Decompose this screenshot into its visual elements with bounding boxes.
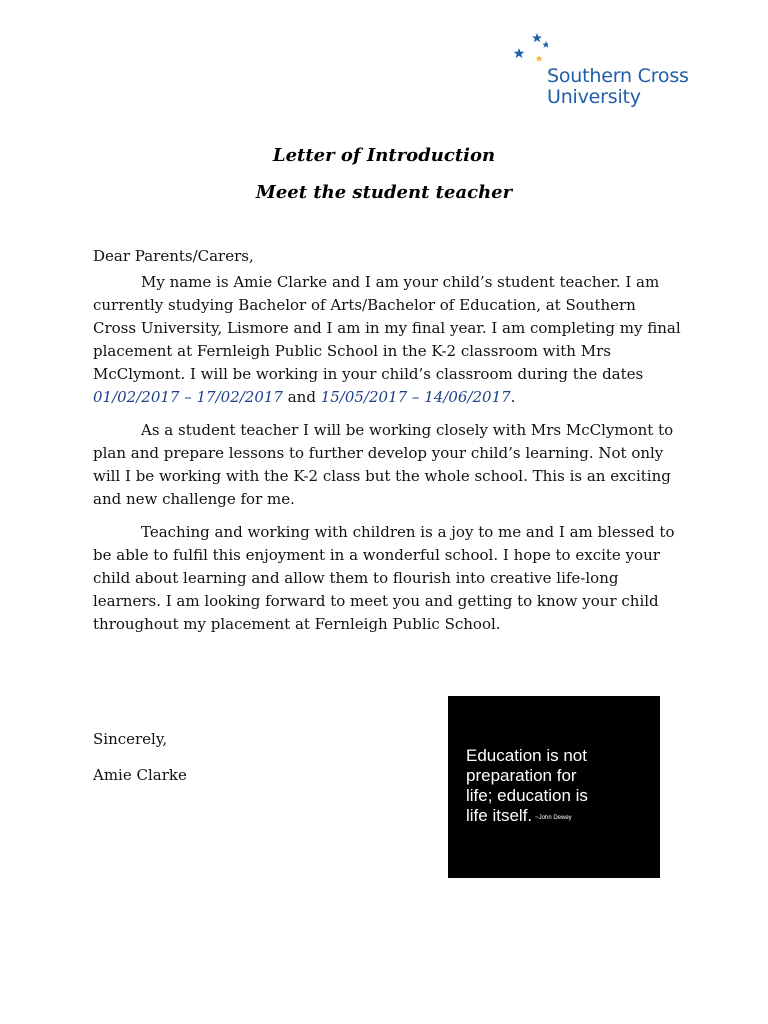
accent-star-icon bbox=[535, 55, 543, 62]
quote-line-1: Education is not bbox=[466, 746, 587, 765]
star-icon bbox=[532, 33, 542, 42]
star-cluster-icon bbox=[508, 32, 548, 72]
logo-line-1: Southern Cross bbox=[547, 65, 689, 87]
signoff: Sincerely, bbox=[93, 730, 168, 748]
quote-line-4 bbox=[466, 806, 656, 826]
paragraph-1 bbox=[93, 271, 683, 409]
greeting: Dear Parents/Carers, bbox=[93, 247, 254, 265]
university-logo bbox=[508, 32, 738, 118]
quote-text bbox=[466, 746, 656, 826]
quote-author: ~John Dewey bbox=[535, 815, 572, 821]
date-connector: and bbox=[282, 388, 321, 406]
quote-line-4-text: life itself. bbox=[466, 806, 533, 825]
quote-image bbox=[448, 696, 660, 878]
logo-line-2: University bbox=[547, 86, 641, 108]
date-range-1: 01/02/2017 – 17/02/2017 bbox=[93, 388, 283, 406]
star-icon bbox=[542, 41, 548, 48]
letter-body bbox=[93, 245, 683, 646]
quote-line-3: life; education is bbox=[466, 786, 588, 805]
signature-name: Amie Clarke bbox=[93, 766, 187, 784]
date-range-2: 15/05/2017 – 14/06/2017 bbox=[320, 388, 511, 406]
star-icon bbox=[514, 48, 525, 58]
closing-block bbox=[93, 728, 187, 787]
logo-text bbox=[547, 66, 689, 108]
letter-title: Letter of Introduction bbox=[272, 145, 496, 166]
paragraph-3: Teaching and working with children is a joy to me and I am blessed to be able to fulfil this enjoyment in a wonderful school. I hope to excite your child about learning and allow them to flourish into creative life-long learners. I am looking forward to meet you and getting to know your child throughout my placement at Fernleigh Public School. bbox=[93, 523, 675, 633]
quote-line-2: preparation for bbox=[466, 766, 577, 785]
paragraph-1-text: My name is Amie Clarke and I am your child’s student teacher. I am currently studying Bachelor of Arts/Bachelor of Education, at Southern Cross University, Lismore and I am in my final year. I am completing my final placement at Fernleigh Public School in the K-2 classroom with Mrs McClymont. I will be working in your child’s classroom during the dates bbox=[93, 273, 681, 383]
paragraph-2: As a student teacher I will be working closely with Mrs McClymont to plan and prepare lessons to further develop your child’s learning. Not only will I be working with the K-2 class but the whole school. This is an exciting and new challenge for me. bbox=[93, 421, 674, 508]
letter-subtitle: Meet the student teacher bbox=[255, 182, 513, 203]
paragraph-1-end: . bbox=[510, 388, 516, 406]
